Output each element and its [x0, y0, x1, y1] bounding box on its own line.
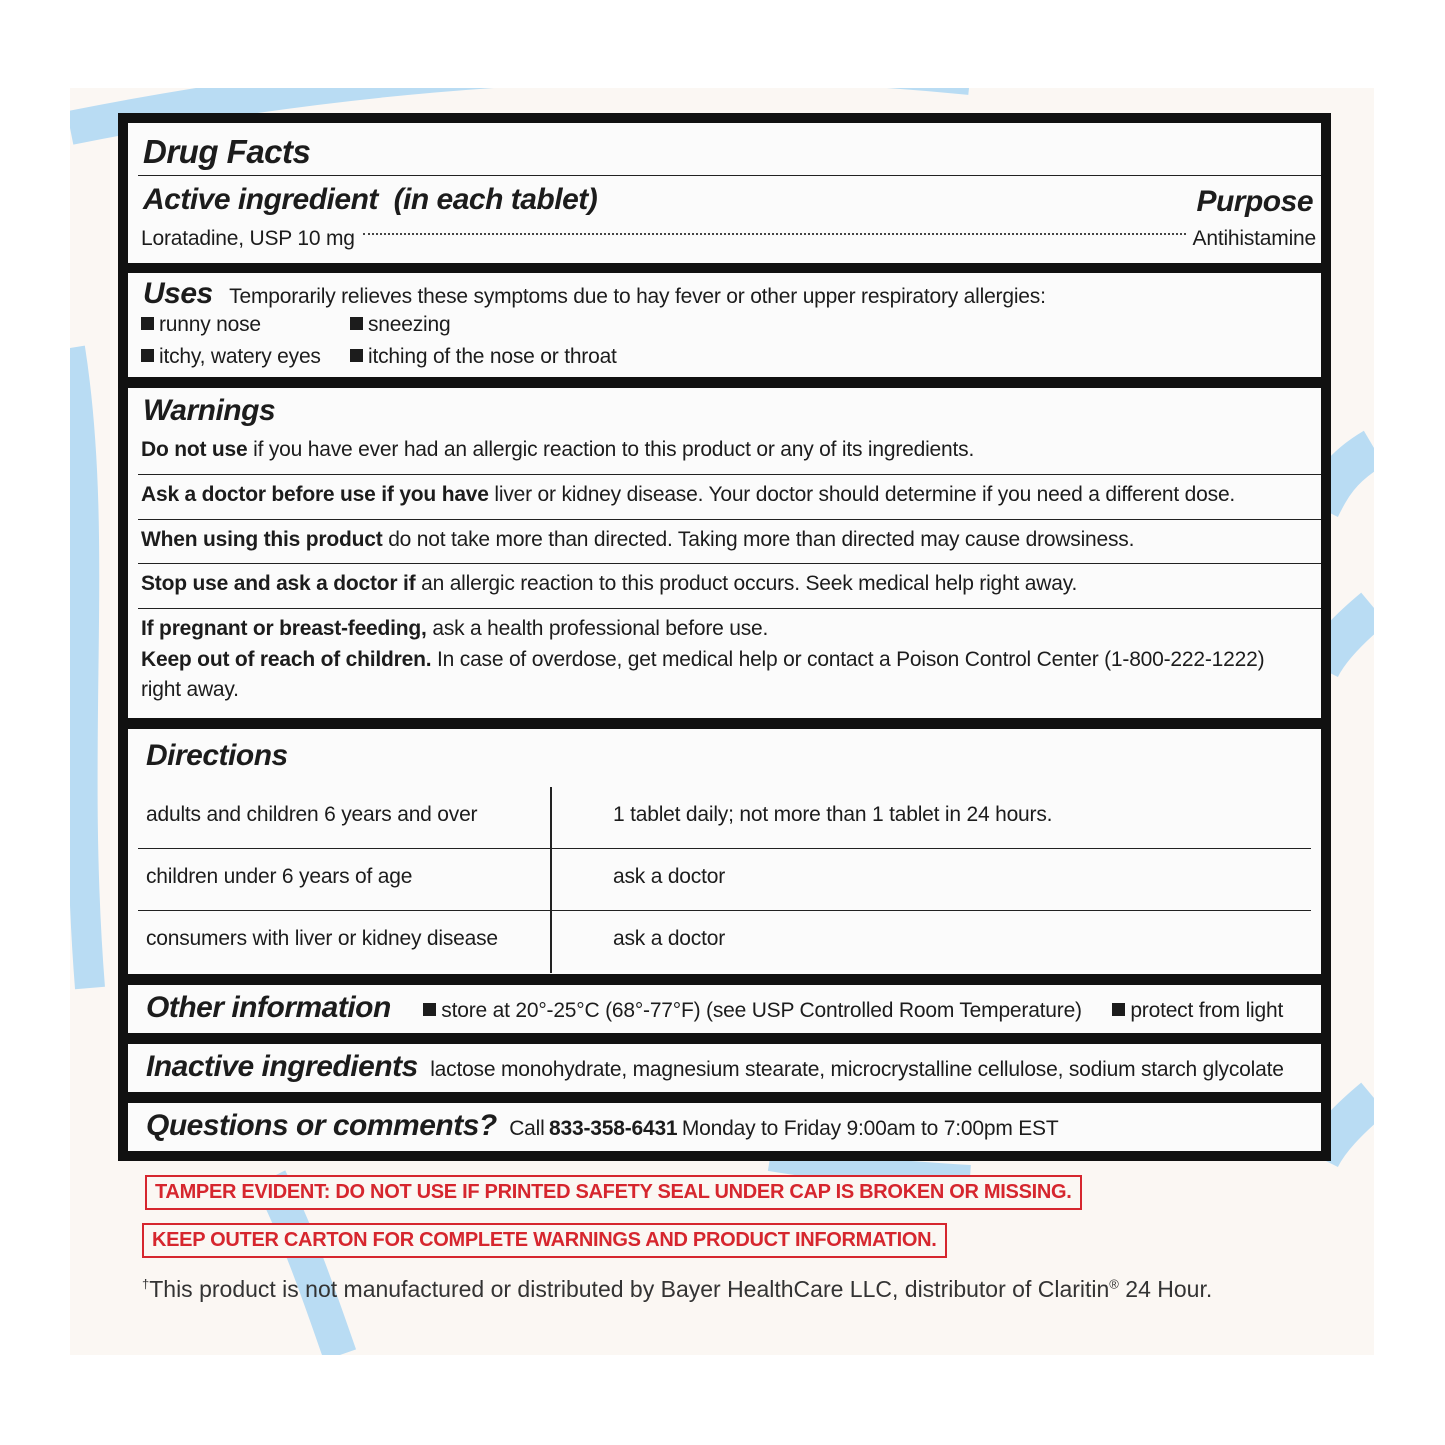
questions-line	[146, 1109, 1059, 1143]
table-row	[138, 849, 1311, 911]
uses-heading: Uses	[143, 277, 213, 310]
inactive-ingredients-section	[128, 1044, 1321, 1092]
warning-rule	[138, 563, 1321, 564]
keep-carton-notice: KEEP OUTER CARTON FOR COMPLETE WARNINGS AND PRODUCT INFORMATION.	[142, 1223, 947, 1258]
use-item: itching of the nose or throat	[350, 345, 617, 369]
use-item: runny nose	[141, 313, 261, 337]
questions-phone: 833-358-6431	[549, 1117, 678, 1140]
warnings-section	[128, 388, 1321, 718]
warning-rule	[138, 474, 1321, 475]
warning-rule	[138, 608, 1321, 609]
warnings-heading: Warnings	[143, 394, 276, 427]
other-information-heading: Other information	[146, 991, 391, 1024]
warning-rule	[138, 519, 1321, 520]
inactive-ingredients-line	[146, 1050, 1284, 1084]
warning-ask-doctor: Ask a doctor before use if you have liver or kidney disease. Your doctor should determine if you need a different dose.	[141, 483, 1236, 506]
use-item: itchy, watery eyes	[141, 345, 321, 369]
active-ingredient-section	[128, 123, 1321, 263]
bullet-square-icon	[423, 1003, 436, 1016]
warning-do-not-use: Do not use if you have ever had an allergic reaction to this product or any of its ingredients.	[141, 438, 975, 461]
ingredient-name: Loratadine, USP 10 mg	[141, 227, 355, 250]
warning-when-using: When using this product do not take more than directed. Taking more than directed may cause drowsiness.	[141, 528, 1135, 551]
warning-pregnant: If pregnant or breast-feeding, ask a health professional before use.	[141, 617, 769, 640]
directions-dose: ask a doctor	[613, 927, 725, 950]
directions-who: children under 6 years of age	[146, 865, 413, 888]
directions-heading: Directions	[146, 739, 288, 772]
ingredient-purpose: Antihistamine	[1192, 227, 1316, 250]
tamper-evident-notice: TAMPER EVIDENT: DO NOT USE IF PRINTED SAFETY SEAL UNDER CAP IS BROKEN OR MISSING.	[145, 1175, 1082, 1210]
directions-table	[138, 787, 1311, 973]
table-row	[138, 911, 1311, 973]
other-info-item: protect from light	[1112, 999, 1283, 1022]
inactive-ingredients-heading: Inactive ingredients	[146, 1050, 418, 1083]
questions-heading: Questions or comments?	[146, 1109, 497, 1142]
questions-hours: Monday to Friday 9:00am to 7:00pm EST	[681, 1117, 1059, 1140]
other-information-line	[146, 991, 1283, 1025]
uses-intro: Temporarily relieves these symptoms due to hay fever or other upper respiratory allergies:	[229, 285, 1046, 308]
bullet-square-icon	[350, 349, 363, 362]
inactive-ingredients-text: lactose monohydrate, magnesium stearate, microcrystalline cellulose, sodium starch glycolate	[430, 1058, 1284, 1081]
questions-call: Call	[509, 1117, 545, 1140]
questions-section	[128, 1103, 1321, 1151]
directions-dose: 1 tablet daily; not more than 1 tablet in 24 hours.	[613, 803, 1053, 826]
uses-line	[143, 277, 1046, 311]
directions-dose: ask a doctor	[613, 865, 725, 888]
table-row	[138, 787, 1311, 849]
drug-facts-title: Drug Facts	[143, 133, 311, 170]
use-item: sneezing	[350, 313, 450, 337]
warning-stop-use: Stop use and ask a doctor if an allergic reaction to this product occurs. Seek medical help right away.	[141, 572, 1078, 595]
bullet-square-icon	[1112, 1003, 1125, 1016]
uses-section	[128, 273, 1321, 377]
active-ingredient-heading: Active ingredient (in each tablet)	[143, 183, 598, 216]
title-rule	[138, 175, 1321, 176]
bullet-square-icon	[350, 317, 363, 330]
purpose-heading: Purpose	[1196, 185, 1313, 218]
footnote: †This product is not manufactured or distributed by Bayer HealthCare LLC, distributor of Claritin® 24 Hour.	[142, 1276, 1213, 1302]
drug-facts-panel	[118, 113, 1331, 1161]
other-info-item: store at 20°-25°C (68°-77°F) (see USP Controlled Room Temperature)	[423, 999, 1082, 1022]
bullet-square-icon	[141, 317, 154, 330]
warning-keep-out-cont: right away.	[141, 678, 239, 701]
warning-keep-out: Keep out of reach of children. In case of overdose, get medical help or contact a Poison Control Center (1-800-222-1222)	[141, 648, 1265, 671]
directions-who: consumers with liver or kidney disease	[146, 927, 498, 950]
directions-who: adults and children 6 years and over	[146, 803, 478, 826]
bullet-square-icon	[141, 349, 154, 362]
dotted-leader	[363, 233, 1186, 235]
directions-section	[128, 729, 1321, 974]
other-information-section	[128, 985, 1321, 1033]
